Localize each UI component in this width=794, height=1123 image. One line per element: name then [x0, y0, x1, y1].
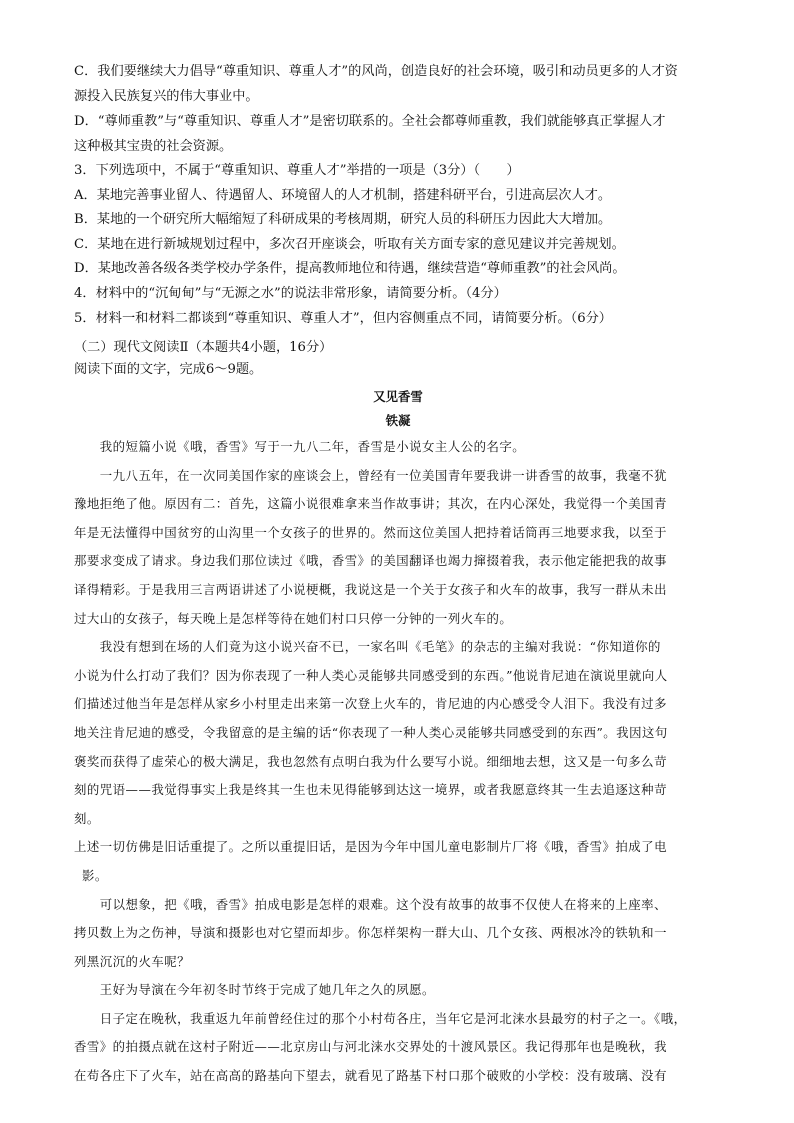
question-4: 4．材料中的“沉甸甸”与“无源之水”的说法非常形象，请简要分析。（4分）	[74, 286, 507, 301]
text-line: 地关注肯尼迪的感受，令我留意的是主编的话“你表现了一种人类心灵能够共同感受到的东西”。我因这句	[74, 724, 668, 740]
text-line: 日子定在晚秋，我重返九年前曾经住过的那个小村苟各庄，当年它是河北涞水县最穷的村子之一。《哦，	[74, 1010, 687, 1026]
text-line: 拷贝数上为之伤神，导演和摄影也对它望而却步。你怎样架构一群大山、几个女孩、两根冰冷的铁轨和一	[74, 925, 667, 941]
article-paragraph	[74, 462, 722, 634]
text-line: D．“尊师重教”与“尊重知识、尊重人才”是密切联系的。全社会都尊师重教，我们就能够真正掌握人才	[74, 114, 666, 129]
text-line: 过大山的女孩子，每天晚上是怎样等待在她们村口只停一分钟的一列火车的。	[74, 610, 513, 626]
text-line: 这种极其宝贵的社会资源。	[74, 138, 233, 154]
text-line: 小说为什么打动了我们？因为你表现了一种人类心灵能够共同感受到的东西。”他说肯尼迪在演说里就向人	[74, 667, 668, 683]
article-paragraph	[74, 976, 722, 1005]
text-line: 影。	[82, 867, 108, 883]
question-2-option-c	[74, 60, 722, 109]
text-line: 在苟各庄下了火车，站在高高的路基向下望去，就看见了路基下村口那个破败的小学校：没有玻璃、没有	[74, 1068, 667, 1084]
article-title: 又见香雪	[373, 389, 423, 404]
text-line: 褒奖而获得了虚荣心的极大满足，我也忽然有点明白我为什么要写小说。细细地去想，这又是一句多么苛	[74, 753, 667, 769]
question-3-option-a: A．某地完善事业留人、待遇留人、环境留人的人才机制，搭建科研平台，引进高层次人才。	[74, 187, 612, 203]
question-3-option-c: C．某地在进行新城规划过程中，多次召开座谈会，听取有关方面专家的意见建议并完善规划。	[74, 236, 625, 252]
text-line: 们描述过他当年是怎样从家乡小村里走出来第一次登上火车的，肯尼迪的内心感受令人泪下。我没有过多	[74, 696, 667, 712]
section-instruction: 阅读下面的文字，完成6～9题。	[74, 362, 263, 377]
text-line: 王好为导演在今年初冬时节终于完成了她几年之久的夙愿。	[74, 982, 435, 998]
question-3-stem: 3．下列选项中，不属于“尊重知识、尊重人才”举措的一项是（3分）（ ）	[74, 163, 520, 178]
question-5: 5．材料一和材料二都谈到“尊重知识、尊重人才”，但内容侧重点不同，请简要分析。（6分）	[74, 310, 612, 326]
text-line: 我的短篇小说《哦，香雪》写于一九八二年，香雪是小说女主人公的名字。	[74, 439, 526, 454]
article-body	[74, 433, 722, 1091]
text-line: C．我们要继续大力倡导“尊重知识、尊重人才”的风尚，创造良好的社会环境，吸引和动员更多的人才资	[74, 64, 678, 79]
section-header	[74, 337, 722, 381]
question-2-option-d	[74, 110, 722, 159]
question-3	[74, 159, 722, 282]
article-header	[74, 386, 722, 434]
text-line: 上述一切仿佛是旧话重提了。之所以重提旧话，是因为今年中国儿童电影制片厂将《哦，香雪》拍成了电	[74, 839, 667, 855]
text-line: 那要求变成了请求。身边我们那位读过《哦，香雪》的美国翻译也竭力撺掇着我，表示他定能把我的故事	[74, 553, 667, 569]
text-line: 列黑沉沉的火车呢？	[74, 953, 191, 969]
article-paragraph	[74, 433, 722, 462]
text-line: 译得精彩。于是我用三言两语讲述了小说梗概，我说这是一个关于女孩子和火车的故事，我写一群从未出	[74, 581, 667, 597]
text-line: 可以想象，把《哦，香雪》拍成电影是怎样的艰难。这个没有故事的故事不仅使人在将来的上座率、	[74, 896, 667, 912]
text-line: 刻。	[74, 810, 100, 826]
text-line: 香雪》的拍摄点就在这村子附近——北京房山与河北涞水交界处的十渡风景区。我记得那年也是晚秋，我	[74, 1039, 667, 1055]
article-paragraph	[74, 633, 722, 833]
article-paragraph	[74, 833, 722, 890]
questions-4-5	[74, 282, 722, 331]
section-heading: （二）现代文阅读Ⅱ（本题共4小题，16分）	[74, 340, 333, 355]
article-paragraph	[74, 891, 722, 977]
text-line: 豫地拒绝了他。原因有二：首先，这篇小说很难拿来当作故事讲；其次，在内心深处，我觉得一个美国青	[74, 496, 667, 512]
article-paragraph	[74, 1005, 722, 1091]
article-author: 铁凝	[385, 413, 411, 428]
question-3-option-d: D．某地改善各级各类学校办学条件，提高教师地位和待遇，继续营造“尊师重教”的社会风尚。	[74, 261, 626, 276]
text-line: 源投入民族复兴的伟大事业中。	[74, 88, 259, 104]
question-3-option-b: B．某地的一个研究所大幅缩短了科研成果的考核周期，研究人员的科研压力因此大大增加。	[74, 212, 612, 227]
text-line: 我没有想到在场的人们竟为这小说兴奋不已，一家名叫《毛笔》的杂志的主编对我说：“你知道你的	[74, 639, 661, 655]
text-line: 年是无法懂得中国贫穷的山沟里一个女孩子的世界的。然而这位美国人把持着话筒再三地要求我，以至于	[74, 524, 667, 540]
text-line: 一九八五年，在一次同美国作家的座谈会上，曾经有一位美国青年要我讲一讲香雪的故事，我毫不犹	[74, 467, 667, 483]
text-line: 刻的咒语——我觉得事实上我是终其一生也未见得能够到达这一境界，或者我愿意终其一生去追逐这种苛	[74, 782, 667, 798]
